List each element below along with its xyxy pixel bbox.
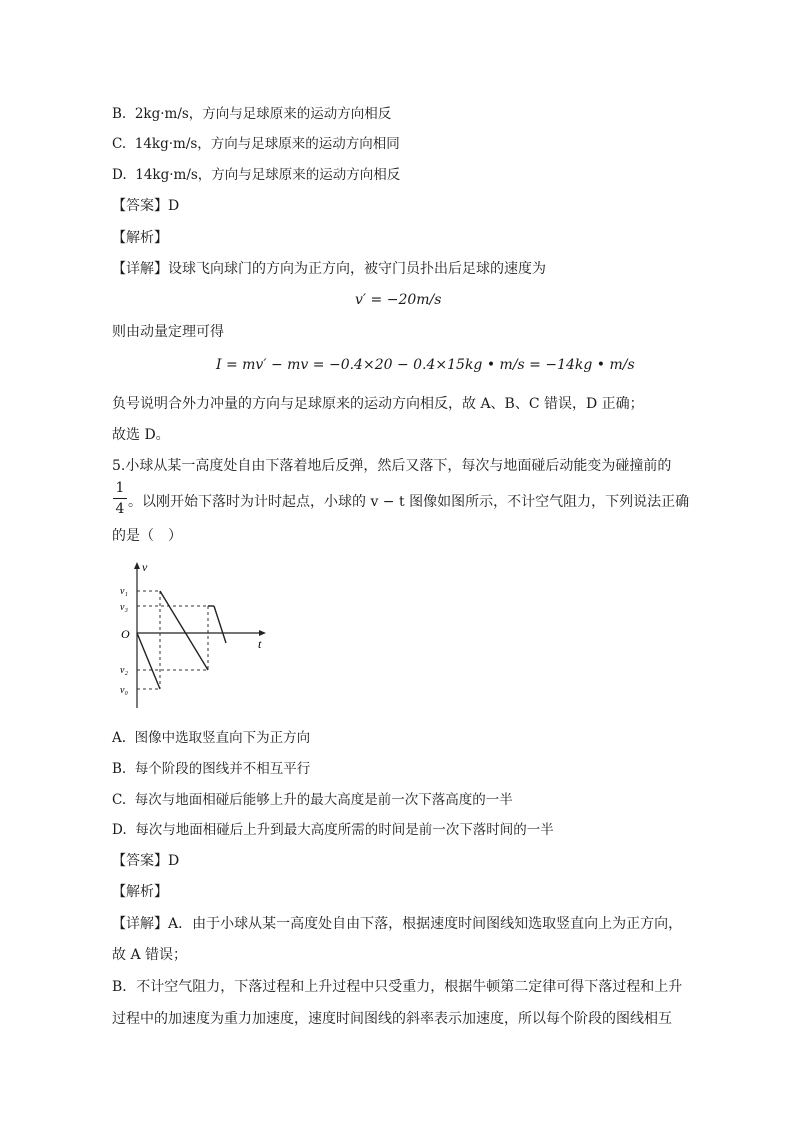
detail-tag: 【详解】 <box>112 916 168 932</box>
fraction-denominator: 4 <box>115 501 125 517</box>
q5-stem-line1: 5.小球从某一高度处自由下落着地后反弹，然后又落下，每次与地面碰后动能变为碰撞前的 <box>112 458 672 474</box>
detail-text: A．由于小球从某一高度处自由下落，根据速度时间图线知选取竖直向上为正方向， <box>168 916 683 932</box>
answer-tag: 【答案】 <box>112 853 168 869</box>
v3-label: v₃ <box>120 602 128 613</box>
detail-q4-line4: 故选 D。 <box>112 427 170 443</box>
v0-label: v₀ <box>120 685 128 696</box>
equation-velocity: v′ = −20m/s <box>355 292 442 308</box>
option-text: 每次与地面相碰后能够上升的最大高度是前一次下落高度的一半 <box>134 792 513 808</box>
option-text: 14kg·m/s，方向与足球原来的运动方向相反 <box>135 167 401 183</box>
q5-stem-line3: 的是（ ） <box>112 528 182 544</box>
option-text: 每次与地面相碰后上升到最大高度所需的时间是前一次下落时间的一半 <box>135 822 554 838</box>
v1-label: v₁ <box>120 586 128 597</box>
fraction-numerator: 1 <box>115 480 125 496</box>
option-text: 图像中选取竖直向下为正方向 <box>134 730 311 746</box>
detail-q4-line2: 则由动量定理可得 <box>112 324 224 340</box>
option-label: C. <box>112 136 127 152</box>
v-axis-arrow <box>134 562 140 569</box>
option-text: 14kg·m/s，方向与足球原来的运动方向相同 <box>134 136 400 152</box>
analysis-q4 <box>112 228 168 248</box>
option-text: 2kg·m/s，方向与足球原来的运动方向相反 <box>134 106 392 122</box>
option-label: C. <box>112 792 127 808</box>
detail-q4-line1 <box>112 259 546 279</box>
option-label: B. <box>112 106 127 122</box>
detail-q5-line2: 故 A 错误； <box>112 947 188 963</box>
answer-tag: 【答案】 <box>112 198 168 214</box>
option-label: A. <box>112 730 127 746</box>
v2-label: v₂ <box>120 665 128 676</box>
detail-text: 设球飞向球门的方向为正方向，被守门员扑出后足球的速度为 <box>168 261 546 277</box>
analysis-tag: 【解析】 <box>112 230 168 246</box>
vt-graph <box>112 560 272 710</box>
answer-value: D <box>168 198 180 214</box>
rebound-segment-2 <box>214 606 226 643</box>
option-d <box>112 820 554 840</box>
detail-q5-line1 <box>112 914 682 934</box>
option-a <box>112 728 310 748</box>
analysis-q5 <box>112 882 168 902</box>
detail-tag: 【详解】 <box>112 261 168 277</box>
detail-q5-line3: B．不计空气阻力，下落过程和上升过程中只受重力，根据牛顿第二定律可得下落过程和上升 <box>112 979 683 995</box>
option-label: D. <box>112 822 127 838</box>
t-axis-label: t <box>258 637 262 651</box>
q5-stem-line2: 。以刚开始下落时为计时起点，小球的 v − t 图像如图所示，不计空气阻力，下列说法正确 <box>128 494 690 510</box>
option-text: 每个阶段的图线并不相互平行 <box>134 761 311 777</box>
option-label: B. <box>112 761 127 777</box>
option-d-prev <box>112 165 400 185</box>
option-b <box>112 759 310 779</box>
option-b-prev <box>112 104 391 124</box>
equation-impulse: I = mv′ − mv = −0.4×20 − 0.4×15kg • m/s = −14kg • m/s <box>216 357 635 373</box>
t-axis-arrow <box>259 630 266 636</box>
v-axis-label: v <box>142 560 148 574</box>
answer-q4 <box>112 196 179 216</box>
option-c <box>112 790 513 810</box>
detail-q5-line4: 过程中的加速度为重力加速度，速度时间图线的斜率表示加速度，所以每个阶段的图线相互 <box>112 1011 672 1027</box>
origin-label: O <box>121 627 130 641</box>
answer-q5 <box>112 851 179 871</box>
answer-value: D <box>168 853 180 869</box>
rebound-segment-1 <box>160 591 208 670</box>
option-c-prev <box>112 134 400 154</box>
fraction-one-quarter <box>113 480 127 517</box>
fraction-bar <box>113 498 127 499</box>
fall-segment-1 <box>137 633 160 689</box>
detail-q4-line3: 负号说明合外力冲量的方向与足球原来的运动方向相反，故 A、B、C 错误，D 正确； <box>112 396 644 412</box>
option-label: D. <box>112 167 127 183</box>
analysis-tag: 【解析】 <box>112 884 168 900</box>
